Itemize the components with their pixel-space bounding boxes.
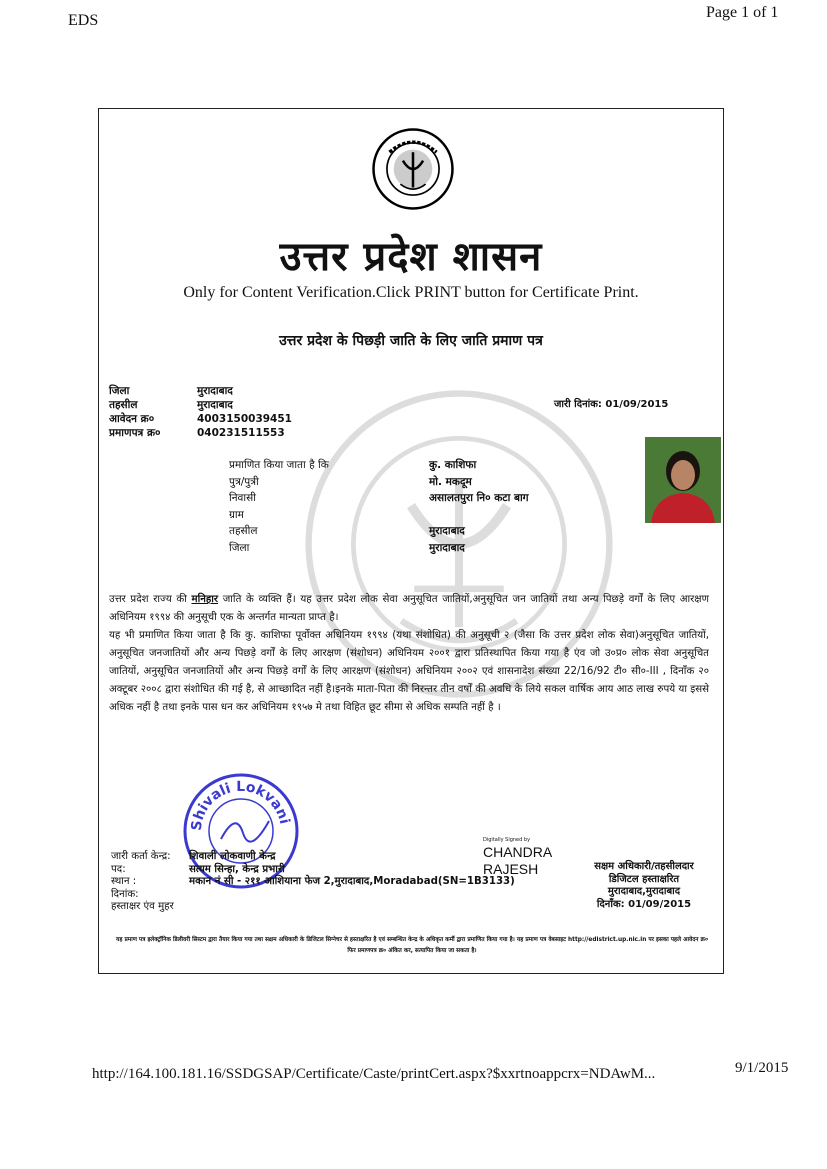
meta-label: आवेदन क्र० xyxy=(109,413,155,425)
print-date: 9/1/2015 xyxy=(735,1060,789,1076)
meta-label: तहसील xyxy=(109,399,138,411)
authority-line: दिनाँक: 01/09/2015 xyxy=(596,898,692,910)
certificate-body xyxy=(109,591,709,717)
detail-row xyxy=(229,490,529,507)
issuing-center-details xyxy=(111,851,515,914)
page-header-left: EDS xyxy=(68,12,99,29)
issue-date: जारी दिनांक: 01/09/2015 xyxy=(554,399,669,410)
page-number: Page 1 of 1 xyxy=(706,4,779,21)
body-paragraph: यह भी प्रमाणित किया जाता है कि कु. काशिफा पूर्वोक्त अधिनियम १९९४ (यथा संशोधित) की अनुसूची २ (जैसा कि उत्तर प्रदेश लोक सेवा)अनुसूचित जातियों, अनुसूचित जनजातियों और अन्य पिछड़े वर्गों के लिए आरक्षण (संशोधन) अधिनियम २००१ द्वारा प्रतिस्थापित किया गया है एंव जो उ०प्र० लोक सेवा अनुसूचित जातियों, अनुसूचित जनजातियों और अन्य पिछड़े वर्गों के लिए आरक्षण (संशोधन) अधिनियम २००२ एवं शासनादेश संख्या 22/16/92 टी० सी०-III , दिनाँक २० अक्टूबर २००८ द्वारा संशोधित की गई है, से आच्छादित नहीं है।इनके माता-पिता की निरन्तर तीन वर्षों की अवधि के लिये सकल वार्षिक आय आठ लाख रुपये या इससे अधिक नहीं है तथा इनके पास धन कर अधिनियम १९५७ मे तथा विहित छूट सीमा से अधिक सम्पति नहीं है । xyxy=(109,630,709,713)
detail-value: मो. मकदूम xyxy=(429,475,472,488)
meta-value: मुरादाबाद xyxy=(197,399,233,411)
body-text-start: उत्तर प्रदेश राज्य की xyxy=(109,594,192,605)
detail-row xyxy=(229,507,529,524)
digital-signature-caption: Digitally Signed by xyxy=(483,837,531,843)
detail-label: निवासी xyxy=(229,492,256,504)
applicant-photo xyxy=(645,437,721,523)
detail-value: मुरादाबाद xyxy=(429,541,465,554)
issuer-row xyxy=(111,876,515,889)
certificate-meta xyxy=(109,384,292,440)
body-text-end: जाति के व्यक्ति हैं। यह उत्तर प्रदेश लोक सेवा अनुसूचित जातियों,अनुसूचित जन जातियों तथा अन्य पिछड़े वर्गों के लिए आरक्षण अधिनियम १९९४ की अनुसूची एक के अन्तर्गत मान्यता प्राप्त है। xyxy=(109,594,709,623)
detail-label: प्रमाणित किया जाता है कि xyxy=(229,459,329,471)
issuer-label: हस्ताक्षर एंव मुहर xyxy=(111,901,174,912)
detail-row xyxy=(229,540,529,557)
meta-value: 040231511553 xyxy=(197,427,285,439)
authority-line: मुरादाबाद,मुरादाबाद xyxy=(607,886,681,897)
issuer-row xyxy=(111,851,515,864)
issuer-row xyxy=(111,889,515,902)
detail-label: ग्राम xyxy=(229,508,244,521)
detail-label: पुत्र/पुत्री xyxy=(229,475,259,488)
body-paragraph xyxy=(109,591,709,627)
meta-row xyxy=(109,412,292,426)
signer-name-line: RAJESH xyxy=(483,861,539,877)
detail-label: तहसील xyxy=(229,525,258,537)
verification-note: Only for Content Verification.Click PRINT button for Certificate Print. xyxy=(183,284,639,301)
meta-label: प्रमाणपत्र क्र० xyxy=(109,427,161,439)
meta-value: 4003150039451 xyxy=(197,413,292,425)
issuer-value: सत्यम सिन्हा, केन्द्र प्रभारी xyxy=(189,863,285,875)
meta-label: जिला xyxy=(109,385,130,397)
certificate-title: उत्तर प्रदेश के पिछड़ी जाति के लिए जाति प्रमाण पत्र xyxy=(279,333,543,349)
detail-value: असालतपुरा नि० कटा बाग xyxy=(429,492,529,504)
issuer-row xyxy=(111,864,515,877)
meta-row xyxy=(109,384,292,398)
detail-label: जिला xyxy=(229,541,250,554)
detail-row xyxy=(229,457,529,474)
print-url: http://164.100.181.16/SSDGSAP/Certificate/Caste/printCert.aspx?$xxrtnoappcrx=NDAwM... xyxy=(92,1066,656,1082)
authority-line: सक्षम अधिकारी/तहसीलदार xyxy=(594,861,694,872)
issuer-row xyxy=(111,901,515,914)
digital-signature-name xyxy=(483,844,552,878)
certificate xyxy=(98,108,724,974)
issuer-label: स्थान : xyxy=(111,876,137,887)
authority-signature xyxy=(569,861,719,911)
caste-name: मनिहार xyxy=(191,594,219,605)
government-title: उत्तर प्रदेश शासन xyxy=(279,234,543,280)
meta-row xyxy=(109,426,292,440)
issuer-label: जारी कर्ता केन्द्र: xyxy=(111,851,171,862)
issuer-value: मकान नं सी - २११ आशियाना फेज 2,मुरादाबाद,Moradabad(SN=1B3133) xyxy=(189,876,515,887)
disclaimer: यह प्रमाण पत्र इलेक्ट्रॉनिक डिलीवरी सिस्टम द्वारा तैयार किया गया तथा सक्षम अधिकारी के डिजिटल सिग्नेचर से हस्ताक्षरित है एवं सम्बन्धित केन्द्र के अधिकृत कर्मी द्वारा प्रमाणित किया गया है। यह प्रमाण पत्र वेबसाइट http://edistrict.up.nic.in पर इसका पहले आवेदन क्र० फिर प्रमाणपत्र क्र० अंकित कर, सत्यापित किया जा सकता है। xyxy=(116,937,708,954)
detail-value: मुरादाबाद xyxy=(429,525,465,537)
stamp-text: Shivali Lokvani xyxy=(188,778,293,832)
authority-line: डिजिटल हस्ताक्षरित xyxy=(608,873,680,885)
meta-value: मुरादाबाद xyxy=(197,385,233,397)
detail-row xyxy=(229,523,529,540)
detail-value: कु. काशिफा xyxy=(429,459,477,471)
issuer-value: शिवाली लोकवाणी केन्द्र xyxy=(189,851,276,862)
meta-row xyxy=(109,398,292,412)
issuer-label: दिनांक: xyxy=(111,888,139,900)
detail-row xyxy=(229,474,529,491)
up-government-emblem-icon xyxy=(371,127,455,211)
issuer-label: पद: xyxy=(111,863,126,875)
signer-name-line: CHANDRA xyxy=(483,844,553,860)
applicant-details xyxy=(229,457,529,556)
